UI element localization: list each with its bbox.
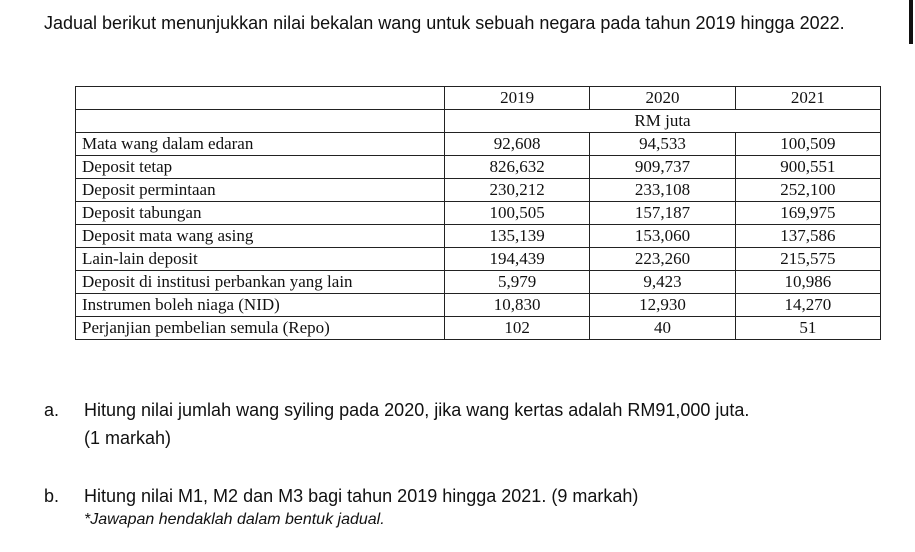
row-value: 9,423 (590, 271, 735, 294)
question-a (44, 396, 915, 452)
table-row (76, 294, 881, 317)
row-label: Perjanjian pembelian semula (Repo) (76, 317, 445, 340)
header-empty-cell (76, 87, 445, 110)
question-b (44, 482, 904, 510)
row-label: Deposit tabungan (76, 202, 445, 225)
table-row (76, 133, 881, 156)
row-label: Deposit permintaan (76, 179, 445, 202)
row-value: 5,979 (445, 271, 590, 294)
row-value: 826,632 (445, 156, 590, 179)
row-value: 102 (445, 317, 590, 340)
table-header-row (76, 87, 881, 110)
row-label: Mata wang dalam edaran (76, 133, 445, 156)
table-row (76, 179, 881, 202)
edge-bar (909, 0, 913, 44)
header-year: 2020 (590, 87, 735, 110)
table-row (76, 225, 881, 248)
row-value: 100,505 (445, 202, 590, 225)
header-year: 2019 (445, 87, 590, 110)
row-value: 194,439 (445, 248, 590, 271)
question-text: Hitung nilai jumlah wang syiling pada 2020, jika wang kertas adalah RM91,000 juta. (84, 400, 750, 420)
row-value: 233,108 (590, 179, 735, 202)
table-unit-row (76, 110, 881, 133)
row-value: 14,270 (735, 294, 880, 317)
row-value: 252,100 (735, 179, 880, 202)
table-row (76, 202, 881, 225)
unit-empty-cell (76, 110, 445, 133)
row-value: 169,975 (735, 202, 880, 225)
answer-note: *Jawapan hendaklah dalam bentuk jadual. (84, 511, 385, 528)
question-label: b. (44, 486, 60, 506)
row-value: 223,260 (590, 248, 735, 271)
row-value: 900,551 (735, 156, 880, 179)
money-supply-table (75, 86, 881, 340)
table-body (76, 133, 881, 340)
row-value: 92,608 (445, 133, 590, 156)
header-year: 2021 (735, 87, 880, 110)
row-value: 12,930 (590, 294, 735, 317)
question-marks: (1 markah) (84, 428, 172, 448)
row-value: 10,986 (735, 271, 880, 294)
row-value: 10,830 (445, 294, 590, 317)
row-label: Lain-lain deposit (76, 248, 445, 271)
row-value: 51 (735, 317, 880, 340)
table-row (76, 248, 881, 271)
row-value: 909,737 (590, 156, 735, 179)
row-value: 215,575 (735, 248, 880, 271)
question-label: a. (44, 400, 60, 420)
row-label: Instrumen boleh niaga (NID) (76, 294, 445, 317)
table-row (76, 156, 881, 179)
row-label: Deposit di institusi perbankan yang lain (76, 271, 445, 294)
row-value: 94,533 (590, 133, 735, 156)
table-row (76, 271, 881, 294)
table-row (76, 317, 881, 340)
row-value: 135,139 (445, 225, 590, 248)
row-label: Deposit mata wang asing (76, 225, 445, 248)
row-value: 137,586 (735, 225, 880, 248)
row-label: Deposit tetap (76, 156, 445, 179)
row-value: 157,187 (590, 202, 735, 225)
row-value: 100,509 (735, 133, 880, 156)
intro-paragraph: Jadual berikut menunjukkan nilai bekalan wang untuk sebuah negara pada tahun 2019 hingga 2022. (44, 13, 845, 33)
question-text: Hitung nilai M1, M2 dan M3 bagi tahun 2019 hingga 2021. (9 markah) (84, 486, 639, 506)
row-value: 230,212 (445, 179, 590, 202)
row-value: 153,060 (590, 225, 735, 248)
unit-label: RM juta (445, 110, 881, 133)
row-value: 40 (590, 317, 735, 340)
